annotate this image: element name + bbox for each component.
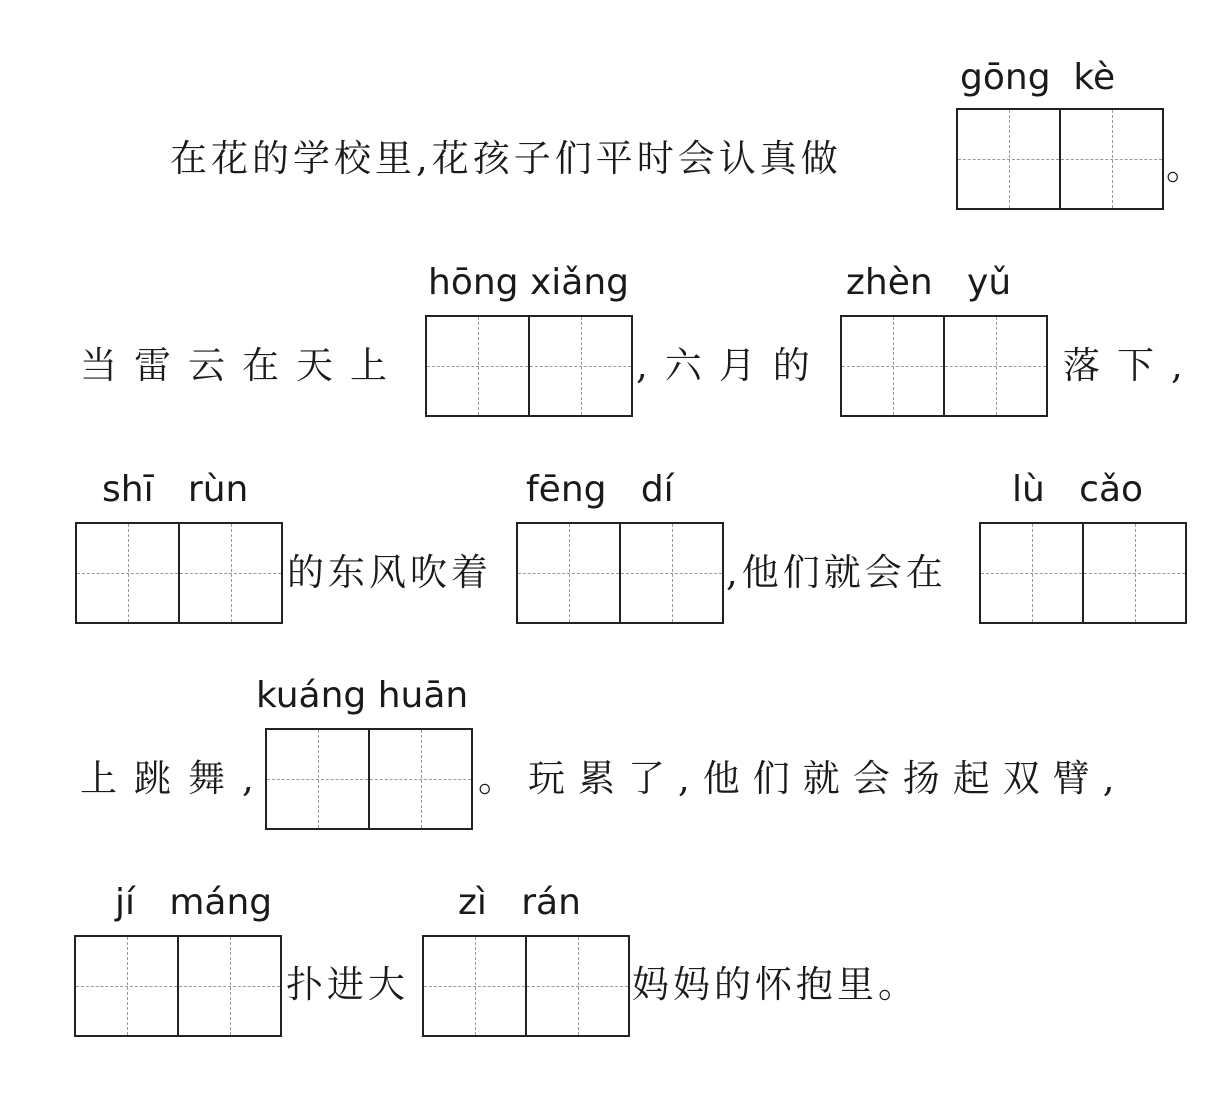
- sentence-line-2a: 当雷云在天上: [80, 344, 404, 387]
- answer-cell[interactable]: [76, 937, 177, 1035]
- answer-cell[interactable]: [424, 937, 525, 1035]
- answer-box-hong-xiang[interactable]: [425, 315, 633, 417]
- answer-cell[interactable]: [981, 524, 1082, 622]
- pinyin-feng-di: fēng dí: [526, 469, 674, 510]
- answer-cell[interactable]: [525, 937, 628, 1035]
- answer-cell[interactable]: [619, 524, 722, 622]
- answer-cell[interactable]: [842, 317, 943, 415]
- pinyin-lu-cao: lù cǎo: [1012, 469, 1144, 510]
- answer-cell[interactable]: [1059, 110, 1162, 208]
- sentence-line-4a: 上跳舞,: [80, 757, 271, 800]
- sentence-line-2c: 落下,: [1063, 344, 1200, 387]
- answer-cell[interactable]: [427, 317, 528, 415]
- pinyin-zhen-yu: zhèn yǔ: [846, 262, 1012, 303]
- line-1-end-punctuation: 。: [1166, 145, 1207, 188]
- sentence-line-5a: 扑进大: [286, 963, 409, 1006]
- answer-cell[interactable]: [178, 524, 281, 622]
- answer-cell[interactable]: [943, 317, 1046, 415]
- pinyin-kuang-huan: kuáng huān: [256, 675, 469, 716]
- answer-cell[interactable]: [518, 524, 619, 622]
- answer-cell[interactable]: [368, 730, 471, 828]
- sentence-line-4b: 。玩累了,他们就会扬起双臂,: [478, 757, 1128, 800]
- answer-box-kuang-huan[interactable]: [265, 728, 473, 830]
- answer-cell[interactable]: [267, 730, 368, 828]
- answer-box-shi-run[interactable]: [75, 522, 283, 624]
- answer-cell[interactable]: [77, 524, 178, 622]
- answer-box-zhen-yu[interactable]: [840, 315, 1048, 417]
- answer-cell[interactable]: [528, 317, 631, 415]
- pinyin-zi-ran: zì rán: [458, 882, 581, 923]
- answer-cell[interactable]: [177, 937, 280, 1035]
- pinyin-shi-run: shī rùn: [102, 469, 249, 510]
- sentence-line-3a: 的东风吹着: [287, 551, 492, 594]
- pinyin-ji-mang: jí máng: [115, 882, 273, 923]
- answer-box-zi-ran[interactable]: [422, 935, 630, 1037]
- answer-box-ji-mang[interactable]: [74, 935, 282, 1037]
- answer-cell[interactable]: [1082, 524, 1185, 622]
- answer-box-gong-ke[interactable]: [956, 108, 1164, 210]
- sentence-line-5b: 妈妈的怀抱里。: [632, 963, 919, 1006]
- pinyin-hong-xiang: hōng xiǎng: [428, 262, 629, 303]
- sentence-line-1: 在花的学校里,花孩子们平时会认真做: [170, 137, 842, 180]
- sentence-line-2b: ,六月的: [636, 344, 827, 387]
- sentence-line-3b: ,他们就会在: [726, 551, 947, 594]
- answer-cell[interactable]: [958, 110, 1059, 208]
- answer-box-lu-cao[interactable]: [979, 522, 1187, 624]
- pinyin-gong-ke: gōng kè: [960, 57, 1116, 98]
- answer-box-feng-di[interactable]: [516, 522, 724, 624]
